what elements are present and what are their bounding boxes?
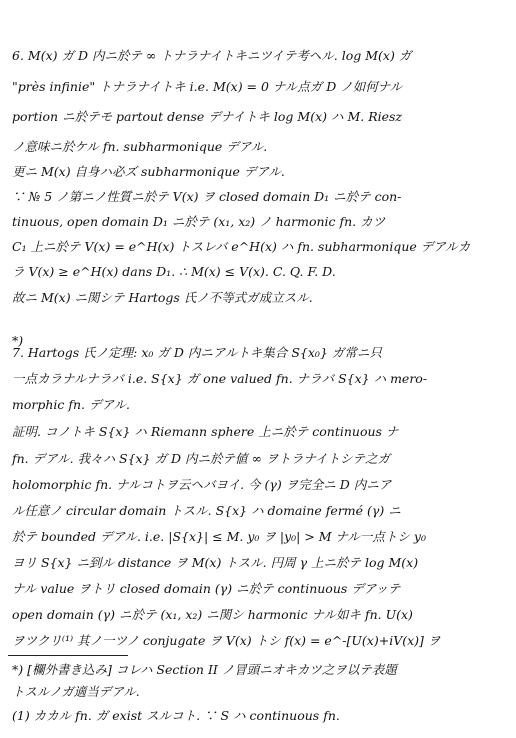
text-line-13: 一点カラナルナラバ i.e. S{x} ガ one valued fn. ナラバ S{x} ハ mero- [12,371,428,386]
text-line-15: 証明. コノトキ S{x} ハ Riemann sphere 上ニ於テ continuous ナ [12,424,399,439]
text-line-6: ∵ № 5 ノ第ニノ性質ニ於テ V(x) ヲ closed domain D₁ ニ於テ con- [12,189,402,204]
text-line-22: open domain (γ) ニ於テ (x₁, x₂) ニ関シ harmonic ナル如キ fn. U(x) [12,607,413,622]
text-line-18: ル任意ノ circular domain トスル. S{x} ハ domaine fermé (γ) ニ [12,503,401,518]
text-line-19: 於テ bounded デアル. i.e. |S{x}| ≤ M. y₀ ヲ |y₀| > M ナル一点トシ y₀ [12,529,426,544]
text-line-20: ヨリ S{x} ニ到ル distance ヲ M(x) トスル. 円周 γ 上ニ於テ log M(x) [12,555,419,570]
text-line-4: ノ意味ニ於ケル fn. subharmonique デアル. [12,139,268,154]
text-line-1: 6. M(x) ガ D 内ニ於テ ∞ トナラナイトキニツイテ考ヘル. log M(x) ガ [12,48,412,63]
text-line-17: holomorphic fn. ナルコトヲ云ヘバヨイ. 今 (γ) ヲ完全ニ D 内ニア [12,477,392,492]
text-line-21: ナル value ヲトリ closed domain (γ) ニ於テ continuous デアッテ [12,581,401,596]
footnote-line-2: トスルノガ適当デアル. [12,684,140,699]
text-line-7: tinuous, open domain D₁ ニ於テ (x₁, x₂) ノ harmonic fn. カツ [12,214,386,229]
text-line-14: morphic fn. デアル. [12,397,130,412]
text-line-5: 更ニ M(x) 自身ハ必ズ subharmonique デアル. [12,164,285,179]
footnote-marker: *) [12,333,24,348]
footnote-rule [8,655,128,656]
footnote-line-3: (1) カカル fn. ガ exist スルコト. ∵ S ハ continuous fn. [12,708,340,723]
footnote-line-1: *) [欄外書き込み] コレハ Section II ノ冒頭ニオキカツ之ヲ以テ表題 [12,662,397,677]
text-line-10: 故ニ M(x) ニ関シテ Hartogs 氏ノ不等式ガ成立スル. [12,290,313,305]
text-line-3: portion ニ於テモ partout dense デナイトキ log M(x) ハ M. Riesz [12,109,403,124]
text-line-2: "près infinie" トナラナイトキ i.e. M(x) = 0 ナル点ガ D ノ如何ナル [12,79,403,94]
text-line-23: ヲツクリ⁽¹⁾ 其ノ一ツノ conjugate ヲ V(x) トシ f(x) = e^-[U(x)+iV(x)] ヲ [12,633,441,648]
text-line-16: fn. デアル. 我々ハ S{x} ガ D 内ニ於テ値 ∞ ヲトラナイトシテ之ガ [12,451,390,466]
text-line-12: 7. Hartogs 氏ノ定理: x₀ ガ D 内ニアルトキ集合 S{x₀} ガ常ニ只 [12,345,382,360]
text-line-9: ラ V(x) ≥ e^H(x) dans D₁. ∴ M(x) ≤ V(x). C. Q. F. D. [12,264,336,279]
text-line-8: C₁ 上ニ於テ V(x) = e^H(x) トスレバ e^H(x) ハ fn. subharmonique デアルカ [12,239,471,254]
